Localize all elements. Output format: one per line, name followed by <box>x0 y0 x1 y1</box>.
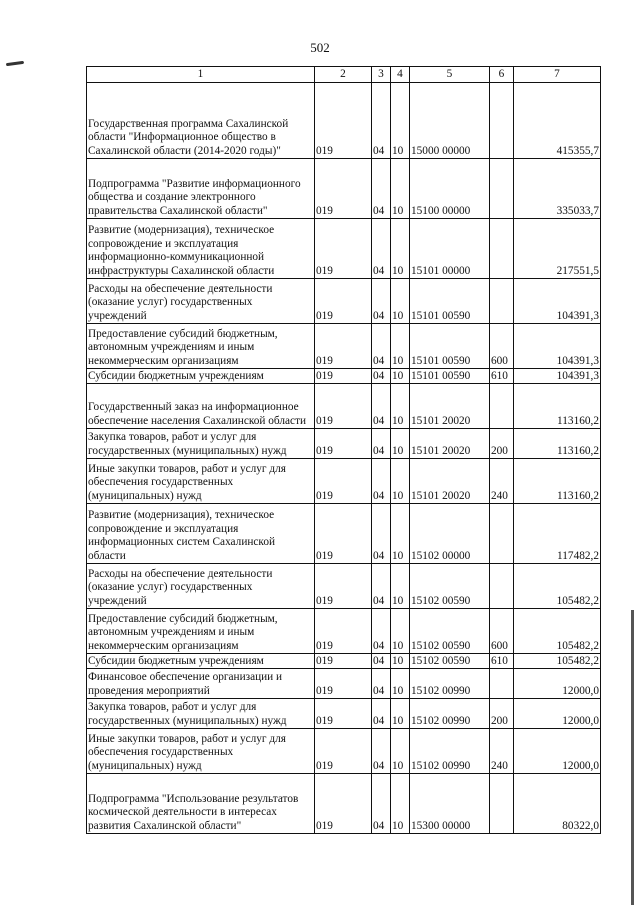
grbs-code: 019 <box>315 159 372 219</box>
row-name: Предоставление субсидий бюджетным, автономным учреждениям и иным некоммерческим организациям <box>87 609 315 654</box>
scan-edge-line <box>631 610 634 905</box>
subsection-code: 10 <box>391 279 410 324</box>
target-article: 15101 00590 <box>410 369 490 384</box>
expense-type <box>490 159 514 219</box>
table-row <box>87 324 601 369</box>
amount: 217551,5 <box>514 219 601 279</box>
section-code: 04 <box>372 219 391 279</box>
target-article: 15101 20020 <box>410 384 490 429</box>
column-header: 7 <box>514 67 601 83</box>
expense-type: 600 <box>490 324 514 369</box>
row-name: Государственный заказ на информационное обеспечение населения Сахалинской области <box>87 384 315 429</box>
grbs-code: 019 <box>315 324 372 369</box>
row-name: Расходы на обеспечение деятельности (оказание услуг) государственных учреждений <box>87 564 315 609</box>
section-code: 04 <box>372 384 391 429</box>
expense-type <box>490 279 514 324</box>
subsection-code: 10 <box>391 83 410 159</box>
expense-type: 600 <box>490 609 514 654</box>
target-article: 15102 00990 <box>410 729 490 774</box>
row-name: Подпрограмма "Развитие информационного общества и создание электронного правительства Сахалинской области" <box>87 159 315 219</box>
column-header: 4 <box>391 67 410 83</box>
section-code: 04 <box>372 654 391 669</box>
target-article: 15102 00590 <box>410 609 490 654</box>
expense-type <box>490 504 514 564</box>
section-code: 04 <box>372 669 391 699</box>
subsection-code: 10 <box>391 324 410 369</box>
section-code: 04 <box>372 504 391 564</box>
amount: 117482,2 <box>514 504 601 564</box>
subsection-code: 10 <box>391 504 410 564</box>
target-article: 15102 00590 <box>410 654 490 669</box>
grbs-code: 019 <box>315 279 372 324</box>
table-row <box>87 669 601 699</box>
table-row <box>87 564 601 609</box>
target-article: 15102 00990 <box>410 669 490 699</box>
row-name: Закупка товаров, работ и услуг для государственных (муниципальных) нужд <box>87 699 315 729</box>
row-name: Государственная программа Сахалинской области "Информационное общество в Сахалинской области (2014-2020 годы)" <box>87 83 315 159</box>
section-code: 04 <box>372 459 391 504</box>
table-row <box>87 384 601 429</box>
expense-type <box>490 219 514 279</box>
subsection-code: 10 <box>391 219 410 279</box>
column-header: 2 <box>315 67 372 83</box>
column-header: 1 <box>87 67 315 83</box>
subsection-code: 10 <box>391 429 410 459</box>
expense-type <box>490 384 514 429</box>
row-name: Развитие (модернизация), техническое сопровождение и эксплуатация информационных систем Сахалинской области <box>87 504 315 564</box>
grbs-code: 019 <box>315 609 372 654</box>
amount: 113160,2 <box>514 384 601 429</box>
grbs-code: 019 <box>315 384 372 429</box>
expense-type <box>490 564 514 609</box>
grbs-code: 019 <box>315 219 372 279</box>
grbs-code: 019 <box>315 774 372 834</box>
table-row <box>87 83 601 159</box>
table-row <box>87 429 601 459</box>
subsection-code: 10 <box>391 159 410 219</box>
expense-type <box>490 669 514 699</box>
amount: 105482,2 <box>514 654 601 669</box>
row-name: Субсидии бюджетным учреждениям <box>87 654 315 669</box>
grbs-code: 019 <box>315 504 372 564</box>
expense-type <box>490 774 514 834</box>
amount: 105482,2 <box>514 609 601 654</box>
target-article: 15101 00590 <box>410 324 490 369</box>
column-header: 6 <box>490 67 514 83</box>
grbs-code: 019 <box>315 669 372 699</box>
table-row <box>87 774 601 834</box>
target-article: 15300 00000 <box>410 774 490 834</box>
grbs-code: 019 <box>315 699 372 729</box>
expense-type <box>490 83 514 159</box>
subsection-code: 10 <box>391 699 410 729</box>
target-article: 15101 20020 <box>410 429 490 459</box>
table-row <box>87 459 601 504</box>
row-name: Иные закупки товаров, работ и услуг для обеспечения государственных (муниципальных) нужд <box>87 459 315 504</box>
amount: 113160,2 <box>514 459 601 504</box>
grbs-code: 019 <box>315 429 372 459</box>
amount: 104391,3 <box>514 324 601 369</box>
table-body <box>87 83 601 834</box>
section-code: 04 <box>372 159 391 219</box>
row-name: Расходы на обеспечение деятельности (оказание услуг) государственных учреждений <box>87 279 315 324</box>
expense-type: 610 <box>490 369 514 384</box>
budget-table <box>86 66 601 834</box>
subsection-code: 10 <box>391 609 410 654</box>
section-code: 04 <box>372 369 391 384</box>
subsection-code: 10 <box>391 459 410 504</box>
grbs-code: 019 <box>315 459 372 504</box>
row-name: Финансовое обеспечение организации и проведения мероприятий <box>87 669 315 699</box>
expense-type: 240 <box>490 459 514 504</box>
target-article: 15101 00000 <box>410 219 490 279</box>
table-row <box>87 504 601 564</box>
row-name: Закупка товаров, работ и услуг для государственных (муниципальных) нужд <box>87 429 315 459</box>
table-row <box>87 369 601 384</box>
row-name: Субсидии бюджетным учреждениям <box>87 369 315 384</box>
grbs-code: 019 <box>315 369 372 384</box>
column-header: 3 <box>372 67 391 83</box>
table-row <box>87 654 601 669</box>
section-code: 04 <box>372 729 391 774</box>
row-name: Подпрограмма "Использование результатов космической деятельности в интересах развития Сахалинской области" <box>87 774 315 834</box>
target-article: 15102 00590 <box>410 564 490 609</box>
section-code: 04 <box>372 699 391 729</box>
table-row <box>87 699 601 729</box>
subsection-code: 10 <box>391 729 410 774</box>
row-name: Предоставление субсидий бюджетным, автономным учреждениям и иным некоммерческим организациям <box>87 324 315 369</box>
target-article: 15101 20020 <box>410 459 490 504</box>
section-code: 04 <box>372 83 391 159</box>
grbs-code: 019 <box>315 729 372 774</box>
expense-type: 610 <box>490 654 514 669</box>
amount: 105482,2 <box>514 564 601 609</box>
section-code: 04 <box>372 324 391 369</box>
amount: 80322,0 <box>514 774 601 834</box>
section-code: 04 <box>372 609 391 654</box>
target-article: 15100 00000 <box>410 159 490 219</box>
target-article: 15101 00590 <box>410 279 490 324</box>
amount: 12000,0 <box>514 699 601 729</box>
column-header: 5 <box>410 67 490 83</box>
subsection-code: 10 <box>391 654 410 669</box>
subsection-code: 10 <box>391 369 410 384</box>
row-name: Иные закупки товаров, работ и услуг для обеспечения государственных (муниципальных) нужд <box>87 729 315 774</box>
table-row <box>87 279 601 324</box>
amount: 12000,0 <box>514 669 601 699</box>
amount: 415355,7 <box>514 83 601 159</box>
table-row <box>87 219 601 279</box>
table-header-row <box>87 67 601 83</box>
grbs-code: 019 <box>315 83 372 159</box>
subsection-code: 10 <box>391 669 410 699</box>
page-number: 502 <box>310 40 330 55</box>
expense-type: 240 <box>490 729 514 774</box>
section-code: 04 <box>372 774 391 834</box>
grbs-code: 019 <box>315 654 372 669</box>
section-code: 04 <box>372 429 391 459</box>
scan-mark <box>6 61 24 66</box>
amount: 104391,3 <box>514 279 601 324</box>
amount: 113160,2 <box>514 429 601 459</box>
amount: 12000,0 <box>514 729 601 774</box>
target-article: 15000 00000 <box>410 83 490 159</box>
grbs-code: 019 <box>315 564 372 609</box>
section-code: 04 <box>372 564 391 609</box>
row-name: Развитие (модернизация), техническое сопровождение и эксплуатация информационно-коммуникационной инфраструктуры Сахалинской области <box>87 219 315 279</box>
section-code: 04 <box>372 279 391 324</box>
table-row <box>87 609 601 654</box>
amount: 335033,7 <box>514 159 601 219</box>
table-row <box>87 729 601 774</box>
expense-type: 200 <box>490 699 514 729</box>
amount: 104391,3 <box>514 369 601 384</box>
subsection-code: 10 <box>391 564 410 609</box>
table-row <box>87 159 601 219</box>
target-article: 15102 00000 <box>410 504 490 564</box>
target-article: 15102 00990 <box>410 699 490 729</box>
expense-type: 200 <box>490 429 514 459</box>
subsection-code: 10 <box>391 384 410 429</box>
subsection-code: 10 <box>391 774 410 834</box>
